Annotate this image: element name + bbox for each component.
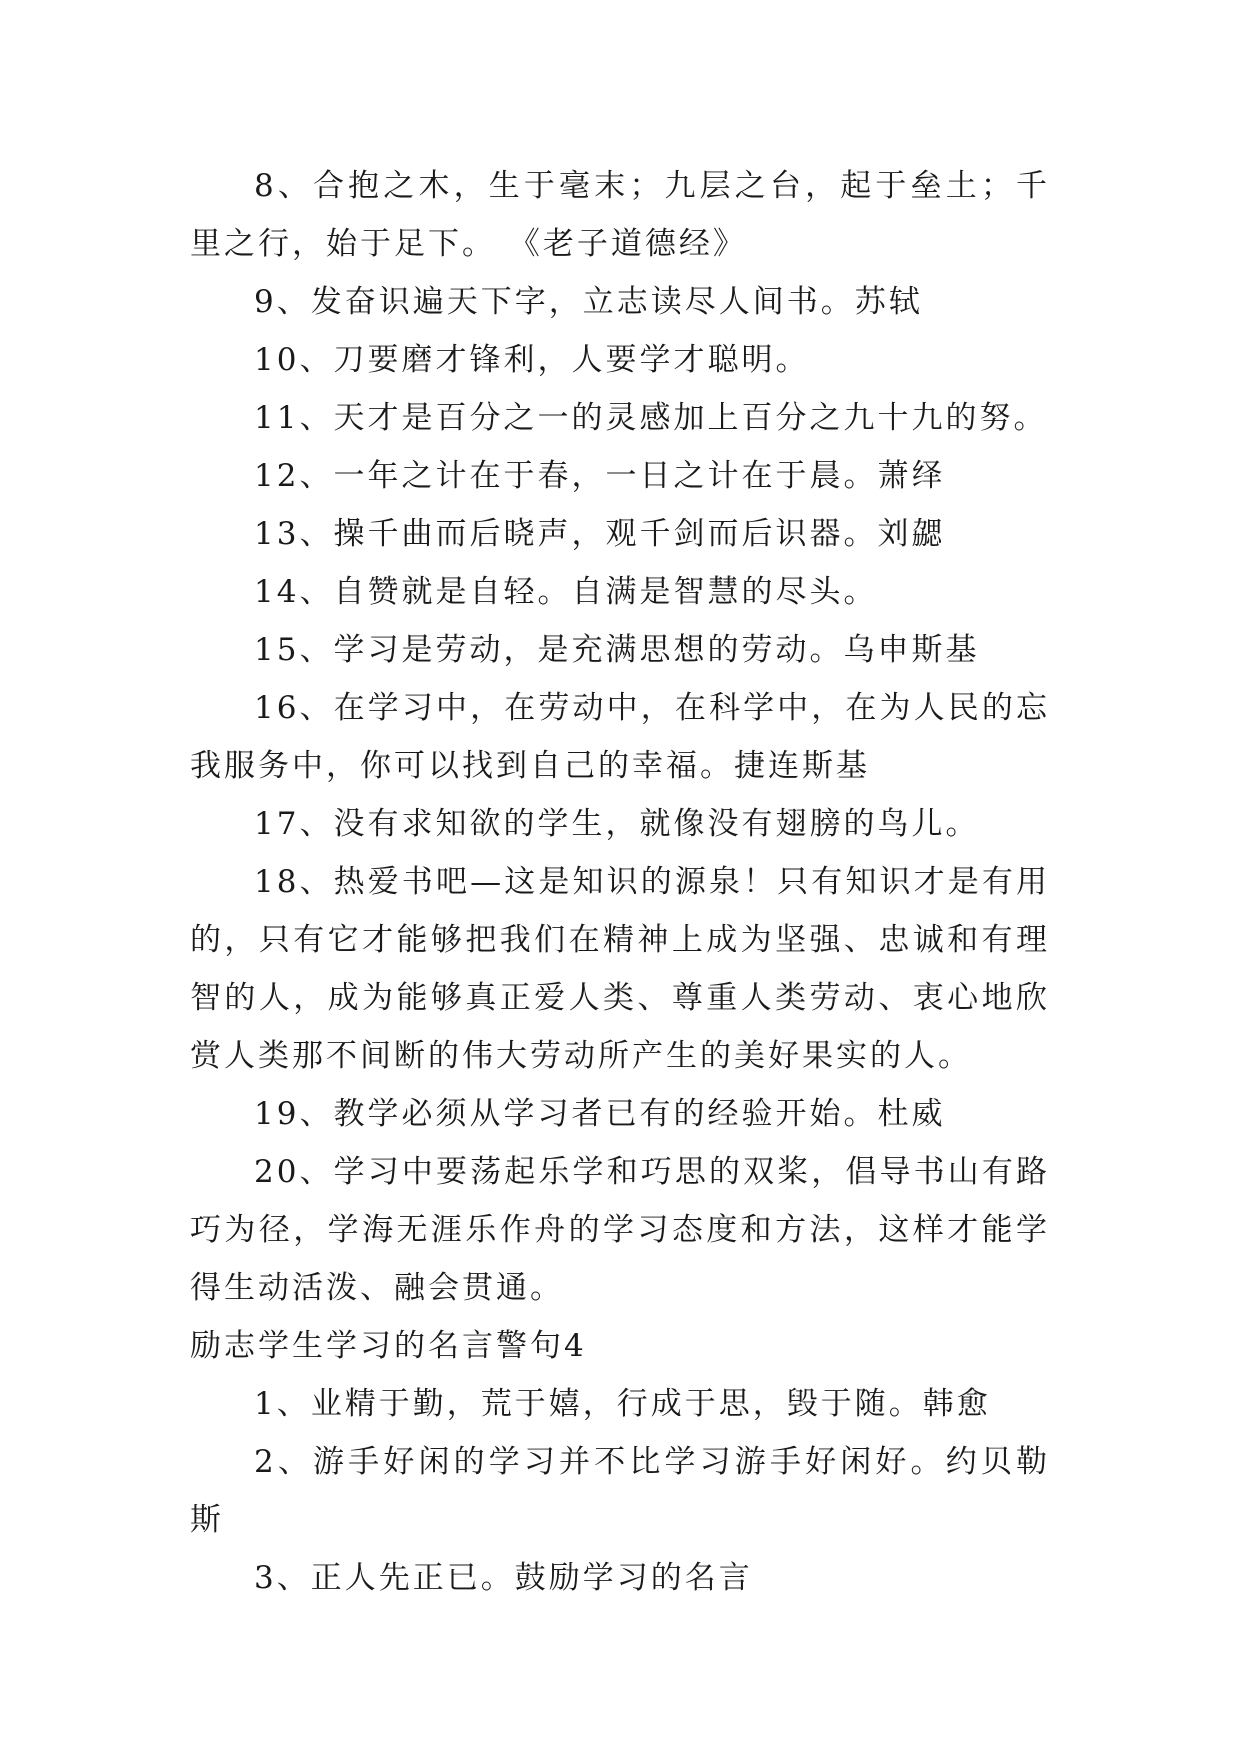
quote-paragraph: 3、正人先正已。鼓励学习的名言	[254, 1560, 753, 1596]
quote-paragraph: 1、业精于勤，荒于嬉，行成于思，毁于随。韩愈	[254, 1386, 991, 1422]
quote-paragraph: 13、操千曲而后晓声，观千剑而后识器。刘勰	[254, 516, 946, 552]
section-heading: 励志学生学习的名言警句4	[190, 1328, 587, 1364]
quote-paragraph: 19、教学必须从学习者已有的经验开始。杜威	[254, 1096, 946, 1132]
quote-paragraph: 9、发奋识遍天下字，立志读尽人间书。苏轼	[254, 284, 923, 320]
quote-paragraph: 20、学习中要荡起乐学和巧思的双桨，倡导书山有路巧为径，学海无涯乐作舟的学习态度和方法，这样才能学得生动活泼、融会贯通。	[190, 1154, 1050, 1306]
quote-paragraph: 16、在学习中，在劳动中，在科学中，在为人民的忘我服务中，你可以找到自己的幸福。捷连斯基	[190, 690, 1050, 784]
quote-paragraph: 14、自赞就是自轻。自满是智慧的尽头。	[254, 574, 878, 610]
quote-paragraph: 8、合抱之木，生于毫末；九层之台，起于垒土；千里之行，始于足下。 《老子道德经》	[190, 168, 1050, 262]
quote-paragraph: 15、学习是劳动，是充满思想的劳动。乌申斯基	[254, 632, 980, 668]
quote-paragraph: 12、一年之计在于春，一日之计在于晨。萧绎	[254, 458, 946, 494]
quote-paragraph: 11、天才是百分之一的灵感加上百分之九十九的努。	[254, 400, 1048, 436]
quote-paragraph: 2、游手好闲的学习并不比学习游手好闲好。约贝勒斯	[190, 1444, 1050, 1538]
quote-paragraph: 10、刀要磨才锋利，人要学才聪明。	[254, 342, 810, 378]
quote-paragraph: 17、没有求知欲的学生，就像没有翅膀的鸟儿。	[254, 806, 980, 842]
quote-paragraph: 18、热爱书吧—这是知识的源泉！只有知识才是有用的，只有它才能够把我们在精神上成为坚强、忠诚和有理智的人，成为能够真正爱人类、尊重人类劳动、衷心地欣赏人类那不间断的伟大劳动所产生的美好果实的人。	[190, 864, 1050, 1074]
document-page	[190, 157, 1050, 1607]
